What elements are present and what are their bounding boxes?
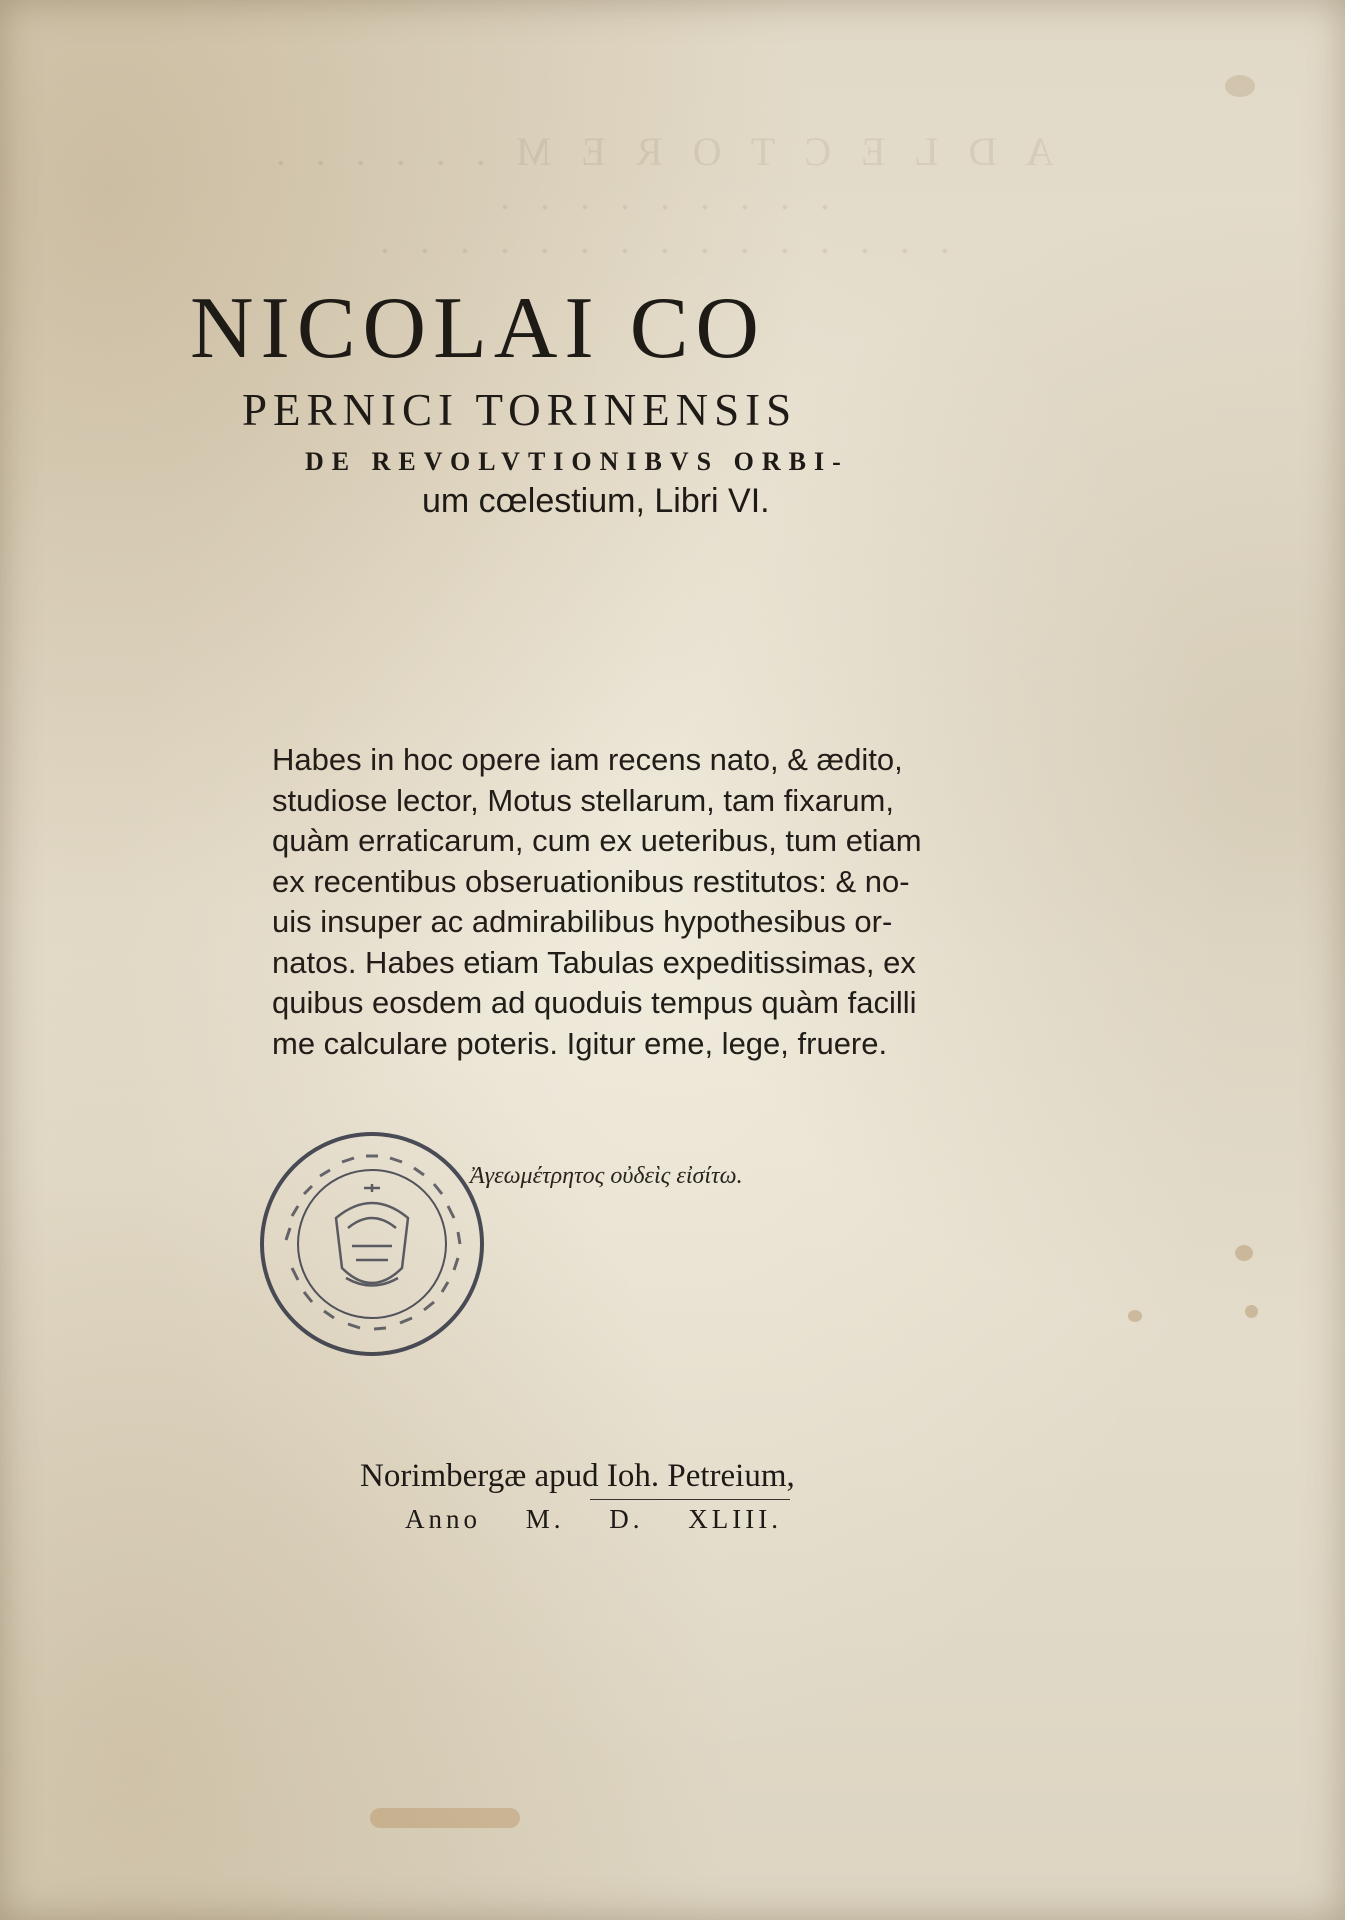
preface-line: uis insuper ac admirabilibus hypothesibus or- (272, 904, 893, 939)
author-title: NICOLAI CO (190, 280, 766, 377)
foxing-stain (1128, 1310, 1142, 1322)
preface-line: quibus eosdem ad quoduis tempus quàm facilli (272, 985, 917, 1020)
title-block (190, 280, 1010, 521)
preface-paragraph (272, 740, 972, 1064)
work-title: DE REVOLVTIONIBVS ORBI- (305, 447, 849, 476)
foxing-stain (370, 1808, 520, 1828)
imprint-year-m: M. (525, 1504, 565, 1534)
preface-line: ex recentibus obseruationibus restitutos: & no- (272, 863, 910, 899)
imprint-year-d: D. (609, 1504, 644, 1534)
imprint-date (405, 1500, 920, 1538)
greek-motto: Ἀγεωμέτρητος οὐδεὶς εἰσίτω. (470, 1163, 743, 1189)
preface-line: Habes in hoc opere iam recens nato, & ædito, (272, 742, 903, 777)
show-through-text: A D L E C T O R E M . . . . . . . . . . . . . . . . . . . . . . . . . . . . . . (265, 129, 1055, 262)
foxing-stain (1245, 1305, 1258, 1318)
imprint-year-xliii: XLIII. (688, 1504, 782, 1534)
library-stamp (256, 1128, 488, 1360)
work-subtitle: um cœlestium, Libri VI. (422, 482, 770, 520)
imprint (360, 1455, 920, 1538)
foxing-stain (1225, 75, 1255, 97)
preface-line: me calculare poteris. Igitur eme, lege, fruere. (272, 1025, 888, 1061)
foxing-stain (1235, 1245, 1253, 1261)
imprint-publisher: Norimbergæ apud Ioh. Petreium, (360, 1458, 795, 1494)
preface-line: natos. Habes etiam Tabulas expeditissimas, ex (272, 944, 916, 980)
preface-line: quàm erraticarum, cum ex ueteribus, tum etiam (272, 823, 922, 858)
imprint-anno: Anno (405, 1504, 481, 1534)
author-subtitle: PERNICI TORINENSIS (242, 385, 798, 435)
preface-line: studiose lector, Motus stellarum, tam fixarum, (272, 782, 894, 818)
